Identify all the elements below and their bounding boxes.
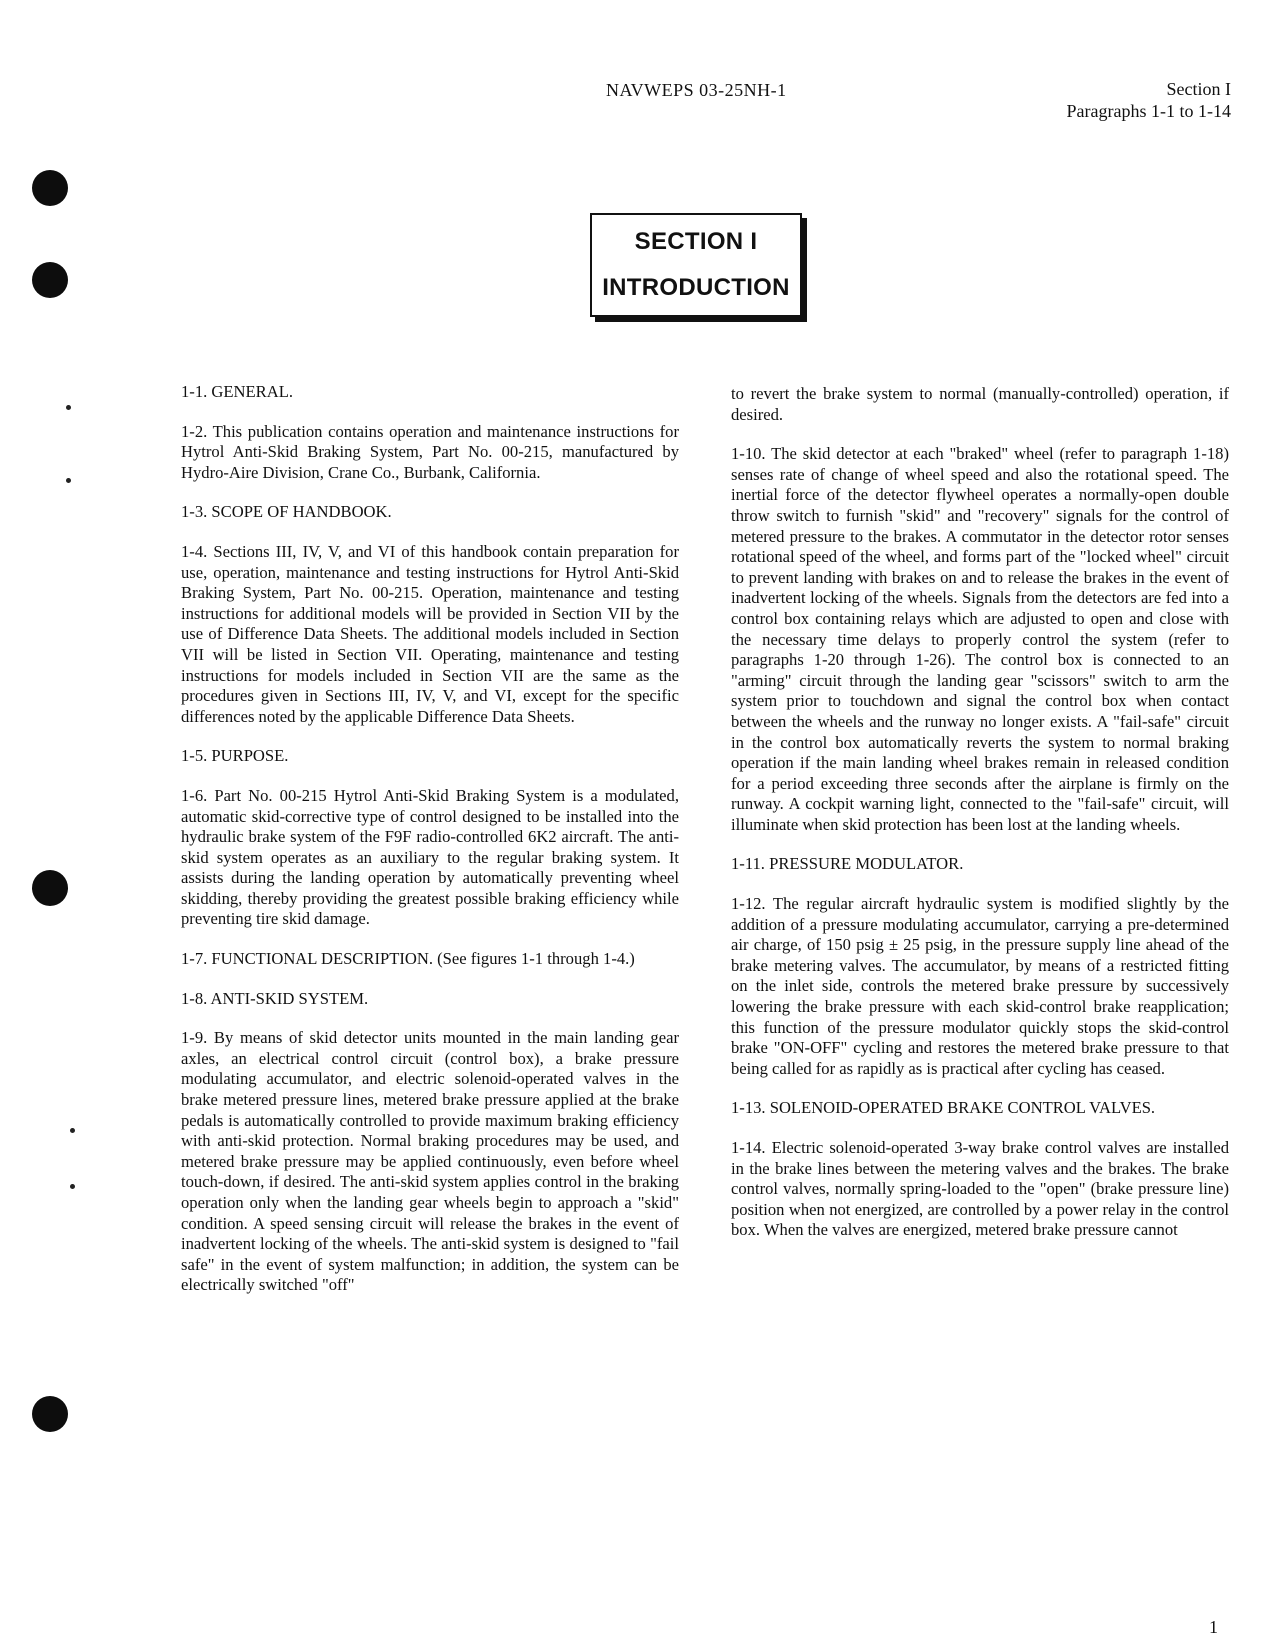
right-column: [731, 384, 1229, 1260]
left-column: [181, 382, 679, 1315]
paragraph-heading: 1-5. PURPOSE.: [181, 746, 289, 766]
paragraph: 1-2. This publication contains operation and maintenance instructions for Hytrol Anti-Skid Braking System, Part No. 00-215, manufactured by Hydro-Aire Division, Crane Co., Burbank, California.: [181, 421, 679, 482]
paragraph: to revert the brake system to normal (manually-controlled) operation, if desired.: [731, 384, 1229, 424]
section-label: Section I: [1166, 79, 1231, 99]
page-number: 1: [1209, 1617, 1218, 1637]
page-speck: [66, 405, 71, 410]
paragraph: 1-9. By means of skid detector units mounted in the main landing gear axles, an electrical control circuit (control box), a brake pressure modulating accumulator, and electric solenoid-operated valves in the brake metered pressure lines, metered brake pressure applied at the brake pedals is automatically controlled to provide maximum braking efficiency with anti-skid protection. Normal braking procedures may be used, and metered brake pressure may be applied continuously, even before wheel touch-down, if desired. The anti-skid system applies control in the braking operation only when the landing gear wheels begin to approach a "skid" condition. A speed sensing circuit will release the brakes in the event of inadvertent locking of the wheels. The anti-skid system is designed to "fail safe" in the event of system malfunction; in addition, the system can be electrically switched "off": [181, 1028, 679, 1295]
paragraph: 1-10. The skid detector at each "braked" wheel (refer to paragraph 1-18) senses rate of change of wheel speed and also the rotational speed. The inertial force of the detector flywheel operates a normally-open double throw switch to furnish "skid" and "recovery" signals for the control of metered pressure to the brakes. A commutator in the detector rotor senses rotational speed of the wheel, and forms part of the "locked wheel" circuit to prevent landing with brakes on and to release the brakes in the event of inadvertent locking of the wheels. Signals from the detectors are fed into a control box containing relays which are adjusted to open and close with the necessary time delays to properly control the system (refer to paragraphs 1-20 through 1-26). The control box is connected to an "arming" circuit through the landing gear "scissors" switch to arm the system prior to touchdown and signal the control box when contact between the wheels and the runway no longer exists. A "fail-safe" circuit in the control box automatically reverts the system to normal braking operation if the main landing wheel brakes remain in released condition for a period exceeding three seconds after the airplane is firmly on the runway. A cockpit warning light, connected to the "fail-safe" circuit, will illuminate when skid protection has been lost at the landing wheels.: [731, 444, 1229, 834]
section-title: SECTION I: [634, 228, 758, 255]
binder-hole: [32, 1396, 68, 1432]
binder-hole: [32, 170, 68, 206]
page-speck: [70, 1128, 75, 1133]
binder-hole: [32, 870, 68, 906]
paragraph: 1-6. Part No. 00-215 Hytrol Anti-Skid Braking System is a modulated, automatic skid-corrective type of control designed to be installed into the hydraulic brake system of the F9F radio-controlled 6K2 aircraft. The anti-skid system operates as an auxiliary to the regular braking system. It assists during the landing operation by automatically preventing wheel skidding, thereby providing the greatest possible braking efficiency while preventing tire skid damage.: [181, 785, 679, 929]
section-title-box: [590, 213, 802, 317]
binder-hole: [32, 262, 68, 298]
paragraph-heading: 1-13. SOLENOID-OPERATED BRAKE CONTROL VALVES.: [731, 1098, 1156, 1118]
section-reference: [1067, 78, 1231, 122]
paragraph-heading: 1-7. FUNCTIONAL DESCRIPTION. (See figures 1-1 through 1-4.): [181, 949, 635, 969]
paragraph-heading: 1-8. ANTI-SKID SYSTEM.: [181, 988, 369, 1008]
paragraph: 1-12. The regular aircraft hydraulic system is modified slightly by the addition of a pressure modulating accumulator, carrying a pre-determined air charge, of 150 psig ± 25 psig, in the pressure supply line ahead of the brake metering valves. The accumulator, by means of a restricted fitting on the inlet side, controls the metered brake pressure by successively lowering the brake pressure with each skid-control brake reapplication; this function of the pressure modulator quickly stops the skid-control brake "ON-OFF" cycling and restores the metered brake pressure to that being called for as rapidly as is practical after cycling has ceased.: [731, 894, 1229, 1078]
paragraph: 1-4. Sections III, IV, V, and VI of this handbook contain preparation for use, operation, maintenance and testing instructions for Hytrol Anti-Skid Braking System, Part No. 00-215. Operation, maintenance and testing instructions for additional models will be provided in Section VII by the use of Difference Data Sheets. The additional models included in Section VII will be listed in Section VII. Operating, maintenance and testing instructions for models included in Section VII are the same as the procedures given in Sections III, IV, V, and VI, except for the specific differences noted by the applicable Difference Data Sheets.: [181, 541, 679, 726]
paragraph-heading: 1-1. GENERAL.: [181, 382, 293, 401]
paragraph: 1-14. Electric solenoid-operated 3-way brake control valves are installed in the brake lines between the metering valves and the brakes. The brake control valves, normally spring-loaded to the "open" (brake pressure line) position when not energized, are controlled by a power relay in the control box. When the valves are energized, metered brake pressure cannot: [731, 1138, 1229, 1240]
page-speck: [70, 1184, 75, 1189]
document-number: NAVWEPS 03-25NH-1: [606, 80, 787, 100]
paragraph-heading: 1-11. PRESSURE MODULATOR.: [731, 854, 964, 874]
section-subtitle: INTRODUCTION: [602, 274, 790, 301]
page-speck: [66, 478, 71, 483]
paragraphs-label: Paragraphs 1-1 to 1-14: [1066, 101, 1231, 121]
paragraph-heading: 1-3. SCOPE OF HANDBOOK.: [181, 502, 392, 522]
